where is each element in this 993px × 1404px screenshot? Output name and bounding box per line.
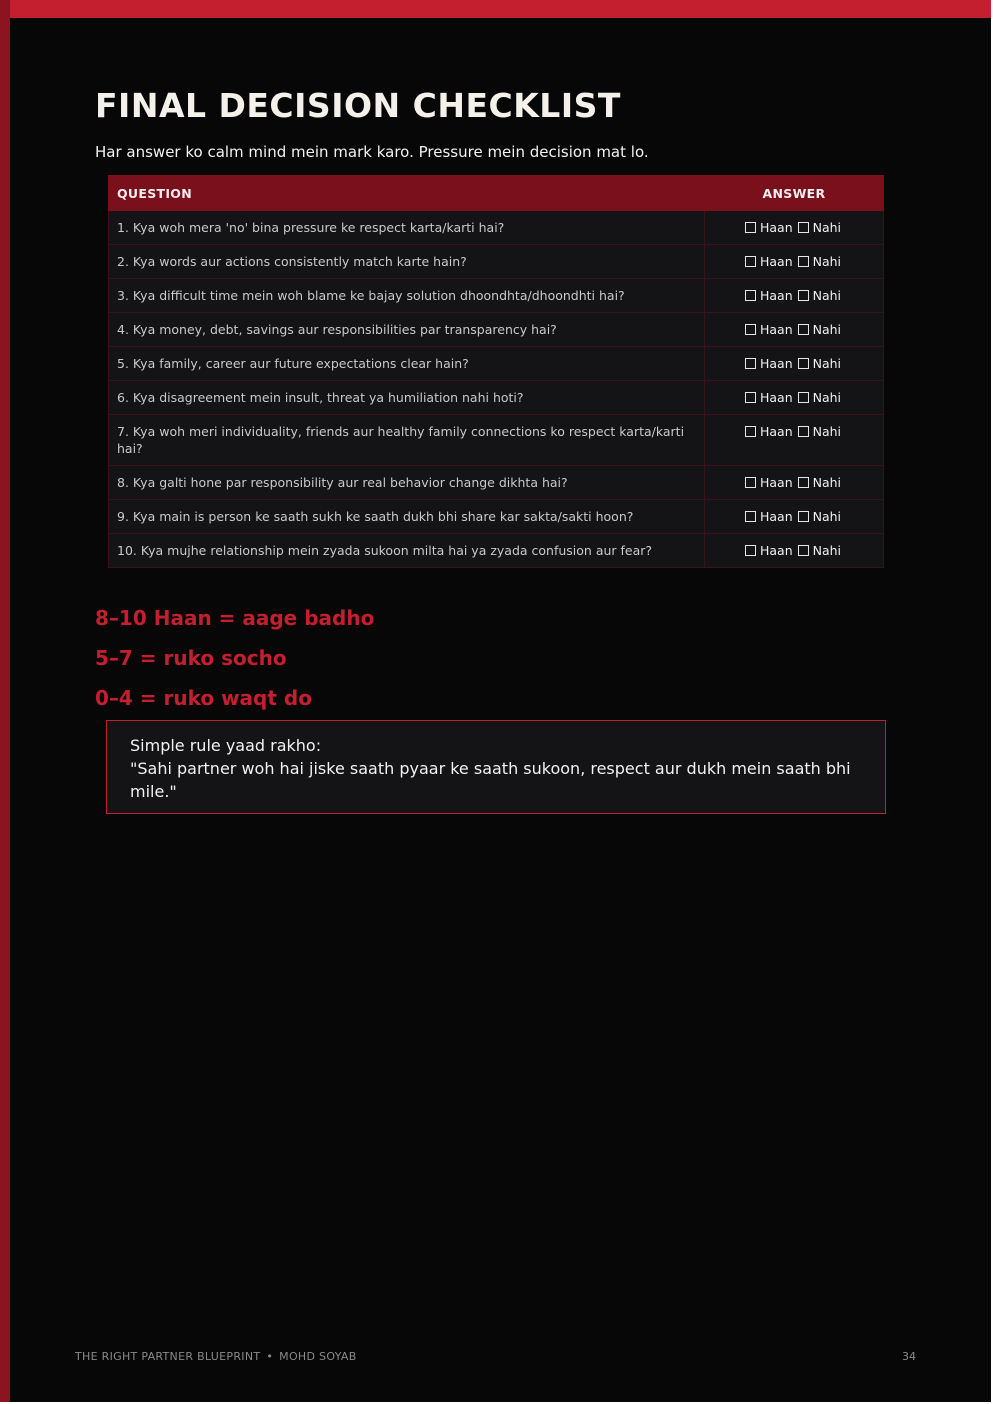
option-nahi-label: Nahi bbox=[812, 220, 842, 235]
option-nahi[interactable] bbox=[798, 543, 841, 558]
option-haan[interactable] bbox=[745, 322, 793, 337]
question-cell: 9. Kya main is person ke saath sukh ke saath dukh bhi share kar sakta/sakti hoon? bbox=[109, 500, 705, 534]
option-haan-label: Haan bbox=[759, 356, 793, 371]
question-cell: 8. Kya galti hone par responsibility aur real behavior change dikhta hai? bbox=[109, 466, 705, 500]
option-haan-label: Haan bbox=[759, 322, 793, 337]
answer-cell bbox=[705, 381, 884, 415]
option-haan[interactable] bbox=[745, 475, 793, 490]
question-cell: 7. Kya woh meri individuality, friends aur healthy family connections ko respect karta/karti hai? bbox=[109, 415, 705, 466]
checkbox-haan-icon[interactable] bbox=[745, 256, 756, 267]
option-nahi[interactable] bbox=[798, 390, 841, 405]
answer-cell bbox=[705, 466, 884, 500]
checkbox-haan-icon[interactable] bbox=[745, 392, 756, 403]
table-row bbox=[109, 381, 884, 415]
answer-cell bbox=[705, 211, 884, 245]
option-haan-label: Haan bbox=[759, 254, 793, 269]
checklist-body bbox=[109, 211, 884, 568]
option-nahi-label: Nahi bbox=[812, 509, 842, 524]
option-haan[interactable] bbox=[745, 390, 793, 405]
top-accent-bar bbox=[0, 0, 991, 18]
answer-cell bbox=[705, 245, 884, 279]
option-nahi[interactable] bbox=[798, 356, 841, 371]
option-nahi-label: Nahi bbox=[812, 356, 842, 371]
option-haan-label: Haan bbox=[759, 390, 793, 405]
option-nahi-label: Nahi bbox=[812, 424, 842, 439]
checkbox-haan-icon[interactable] bbox=[745, 511, 756, 522]
option-nahi[interactable] bbox=[798, 475, 841, 490]
footer-credits bbox=[75, 1350, 357, 1363]
checkbox-haan-icon[interactable] bbox=[745, 545, 756, 556]
option-haan-label: Haan bbox=[759, 288, 793, 303]
question-cell: 2. Kya words aur actions consistently match karte hain? bbox=[109, 245, 705, 279]
page-subtitle: Har answer ko calm mind mein mark karo. Pressure mein decision mat lo. bbox=[95, 143, 649, 161]
table-row bbox=[109, 279, 884, 313]
checkbox-haan-icon[interactable] bbox=[745, 426, 756, 437]
checkbox-nahi-icon[interactable] bbox=[798, 358, 809, 369]
checkbox-haan-icon[interactable] bbox=[745, 222, 756, 233]
page-number: 34 bbox=[902, 1350, 916, 1363]
option-nahi[interactable] bbox=[798, 509, 841, 524]
option-haan-label: Haan bbox=[759, 543, 793, 558]
checkbox-nahi-icon[interactable] bbox=[798, 324, 809, 335]
question-cell: 6. Kya disagreement mein insult, threat ya humiliation nahi hoti? bbox=[109, 381, 705, 415]
table-row bbox=[109, 534, 884, 568]
checkbox-nahi-icon[interactable] bbox=[798, 392, 809, 403]
checkbox-nahi-icon[interactable] bbox=[798, 222, 809, 233]
answer-column-header: ANSWER bbox=[705, 176, 884, 211]
option-nahi-label: Nahi bbox=[812, 288, 842, 303]
answer-cell bbox=[705, 347, 884, 381]
table-row bbox=[109, 313, 884, 347]
checkbox-nahi-icon[interactable] bbox=[798, 477, 809, 488]
option-haan[interactable] bbox=[745, 254, 793, 269]
rule-callout-box bbox=[106, 720, 886, 814]
checkbox-haan-icon[interactable] bbox=[745, 477, 756, 488]
checkbox-nahi-icon[interactable] bbox=[798, 511, 809, 522]
option-haan[interactable] bbox=[745, 356, 793, 371]
question-cell: 3. Kya difficult time mein woh blame ke bajay solution dhoondhta/dhoondhti hai? bbox=[109, 279, 705, 313]
table-row bbox=[109, 466, 884, 500]
option-nahi[interactable] bbox=[798, 288, 841, 303]
option-haan-label: Haan bbox=[759, 220, 793, 235]
rule-heading: Simple rule yaad rakho: bbox=[130, 736, 322, 755]
option-nahi[interactable] bbox=[798, 424, 841, 439]
checklist-table bbox=[108, 175, 884, 568]
checkbox-nahi-icon[interactable] bbox=[798, 290, 809, 301]
question-cell: 5. Kya family, career aur future expectations clear hain? bbox=[109, 347, 705, 381]
option-nahi[interactable] bbox=[798, 322, 841, 337]
checkbox-haan-icon[interactable] bbox=[745, 358, 756, 369]
option-nahi[interactable] bbox=[798, 220, 841, 235]
checkbox-nahi-icon[interactable] bbox=[798, 545, 809, 556]
left-accent-bar bbox=[0, 0, 10, 1402]
rule-quote: "Sahi partner woh hai jiske saath pyaar ke saath sukoon, respect aur dukh mein saath bhi mile." bbox=[130, 759, 851, 801]
footer-separator: • bbox=[266, 1350, 274, 1363]
answer-cell bbox=[705, 279, 884, 313]
answer-cell bbox=[705, 313, 884, 347]
option-haan[interactable] bbox=[745, 543, 793, 558]
footer-book-title: THE RIGHT PARTNER BLUEPRINT bbox=[75, 1350, 261, 1363]
answer-cell bbox=[705, 534, 884, 568]
option-haan-label: Haan bbox=[759, 475, 793, 490]
question-cell: 4. Kya money, debt, savings aur responsibilities par transparency hai? bbox=[109, 313, 705, 347]
score-rule-mid: 5–7 = ruko socho bbox=[95, 646, 287, 670]
page-title: FINAL DECISION CHECKLIST bbox=[95, 86, 621, 125]
question-cell: 10. Kya mujhe relationship mein zyada sukoon milta hai ya zyada confusion aur fear? bbox=[109, 534, 705, 568]
checkbox-haan-icon[interactable] bbox=[745, 290, 756, 301]
option-nahi-label: Nahi bbox=[812, 322, 842, 337]
table-row bbox=[109, 500, 884, 534]
score-rule-low: 0–4 = ruko waqt do bbox=[95, 686, 312, 710]
table-row bbox=[109, 415, 884, 466]
option-nahi[interactable] bbox=[798, 254, 841, 269]
option-haan[interactable] bbox=[745, 220, 793, 235]
option-haan[interactable] bbox=[745, 509, 793, 524]
score-rule-high: 8–10 Haan = aage badho bbox=[95, 606, 375, 630]
checkbox-nahi-icon[interactable] bbox=[798, 256, 809, 267]
table-row bbox=[109, 245, 884, 279]
option-nahi-label: Nahi bbox=[812, 254, 842, 269]
option-nahi-label: Nahi bbox=[812, 475, 842, 490]
checkbox-nahi-icon[interactable] bbox=[798, 426, 809, 437]
answer-cell bbox=[705, 415, 884, 466]
answer-cell bbox=[705, 500, 884, 534]
option-nahi-label: Nahi bbox=[812, 543, 842, 558]
checkbox-haan-icon[interactable] bbox=[745, 324, 756, 335]
option-haan-label: Haan bbox=[759, 424, 793, 439]
option-nahi-label: Nahi bbox=[812, 390, 842, 405]
table-row bbox=[109, 347, 884, 381]
option-haan-label: Haan bbox=[759, 509, 793, 524]
table-row bbox=[109, 211, 884, 245]
question-column-header: QUESTION bbox=[109, 176, 705, 211]
footer-author: MOHD SOYAB bbox=[279, 1350, 357, 1363]
question-cell: 1. Kya woh mera 'no' bina pressure ke respect karta/karti hai? bbox=[109, 211, 705, 245]
option-haan[interactable] bbox=[745, 424, 793, 439]
option-haan[interactable] bbox=[745, 288, 793, 303]
table-header-row bbox=[109, 176, 884, 211]
